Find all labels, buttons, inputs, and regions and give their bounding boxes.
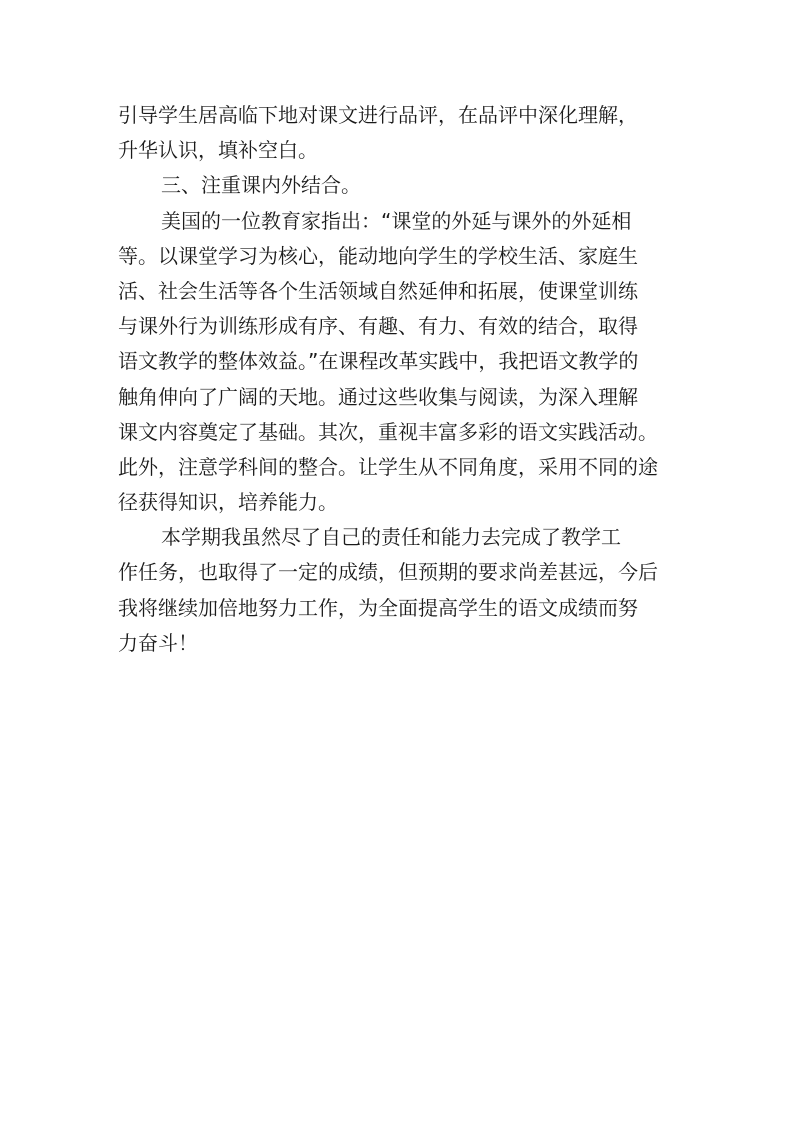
text-line: 引导学生居高临下地对课文进行品评，在品评中深化理解， bbox=[118, 103, 638, 127]
document-body bbox=[118, 98, 708, 661]
text-line: 美国的一位教育家指出：“课堂的外延与课外的外延相 bbox=[161, 208, 632, 233]
text-line: 活、社会生活等各个生活领域自然延伸和拓展，使课堂训练 bbox=[118, 278, 638, 303]
text-line: 等。以课堂学习为核心，能动地向学生的学校生活、家庭生 bbox=[118, 243, 638, 268]
text-line: 作任务，也取得了一定的成绩，但预期的要求尚差甚远，今后 bbox=[118, 560, 658, 585]
text-line: 课文内容奠定了基础。其次，重视丰富多彩的语文实践活动。 bbox=[118, 419, 658, 444]
text-line: 与课外行为训练形成有序、有趣、有力、有效的结合，取得 bbox=[118, 314, 638, 339]
text-line: 升华认识，填补空白。 bbox=[118, 138, 318, 163]
text-line: 语文教学的整体效益。”在课程改革实践中，我把语文教学的 bbox=[118, 349, 639, 374]
text-line: 径获得知识，培养能力。 bbox=[118, 490, 338, 515]
text-line: 我将继续加倍地努力工作，为全面提高学生的语文成绩而努 bbox=[118, 595, 638, 620]
text-line: 触角伸向了广阔的天地。通过这些收集与阅读，为深入理解 bbox=[118, 384, 638, 409]
text-line: 此外，注意学科间的整合。让学生从不同角度，采用不同的途 bbox=[118, 454, 658, 479]
text-line: 力奋斗！ bbox=[118, 630, 198, 655]
text-line: 本学期我虽然尽了自己的责任和能力去完成了教学工 bbox=[161, 525, 621, 550]
section-heading: 三、注重课内外结合。 bbox=[161, 173, 361, 198]
